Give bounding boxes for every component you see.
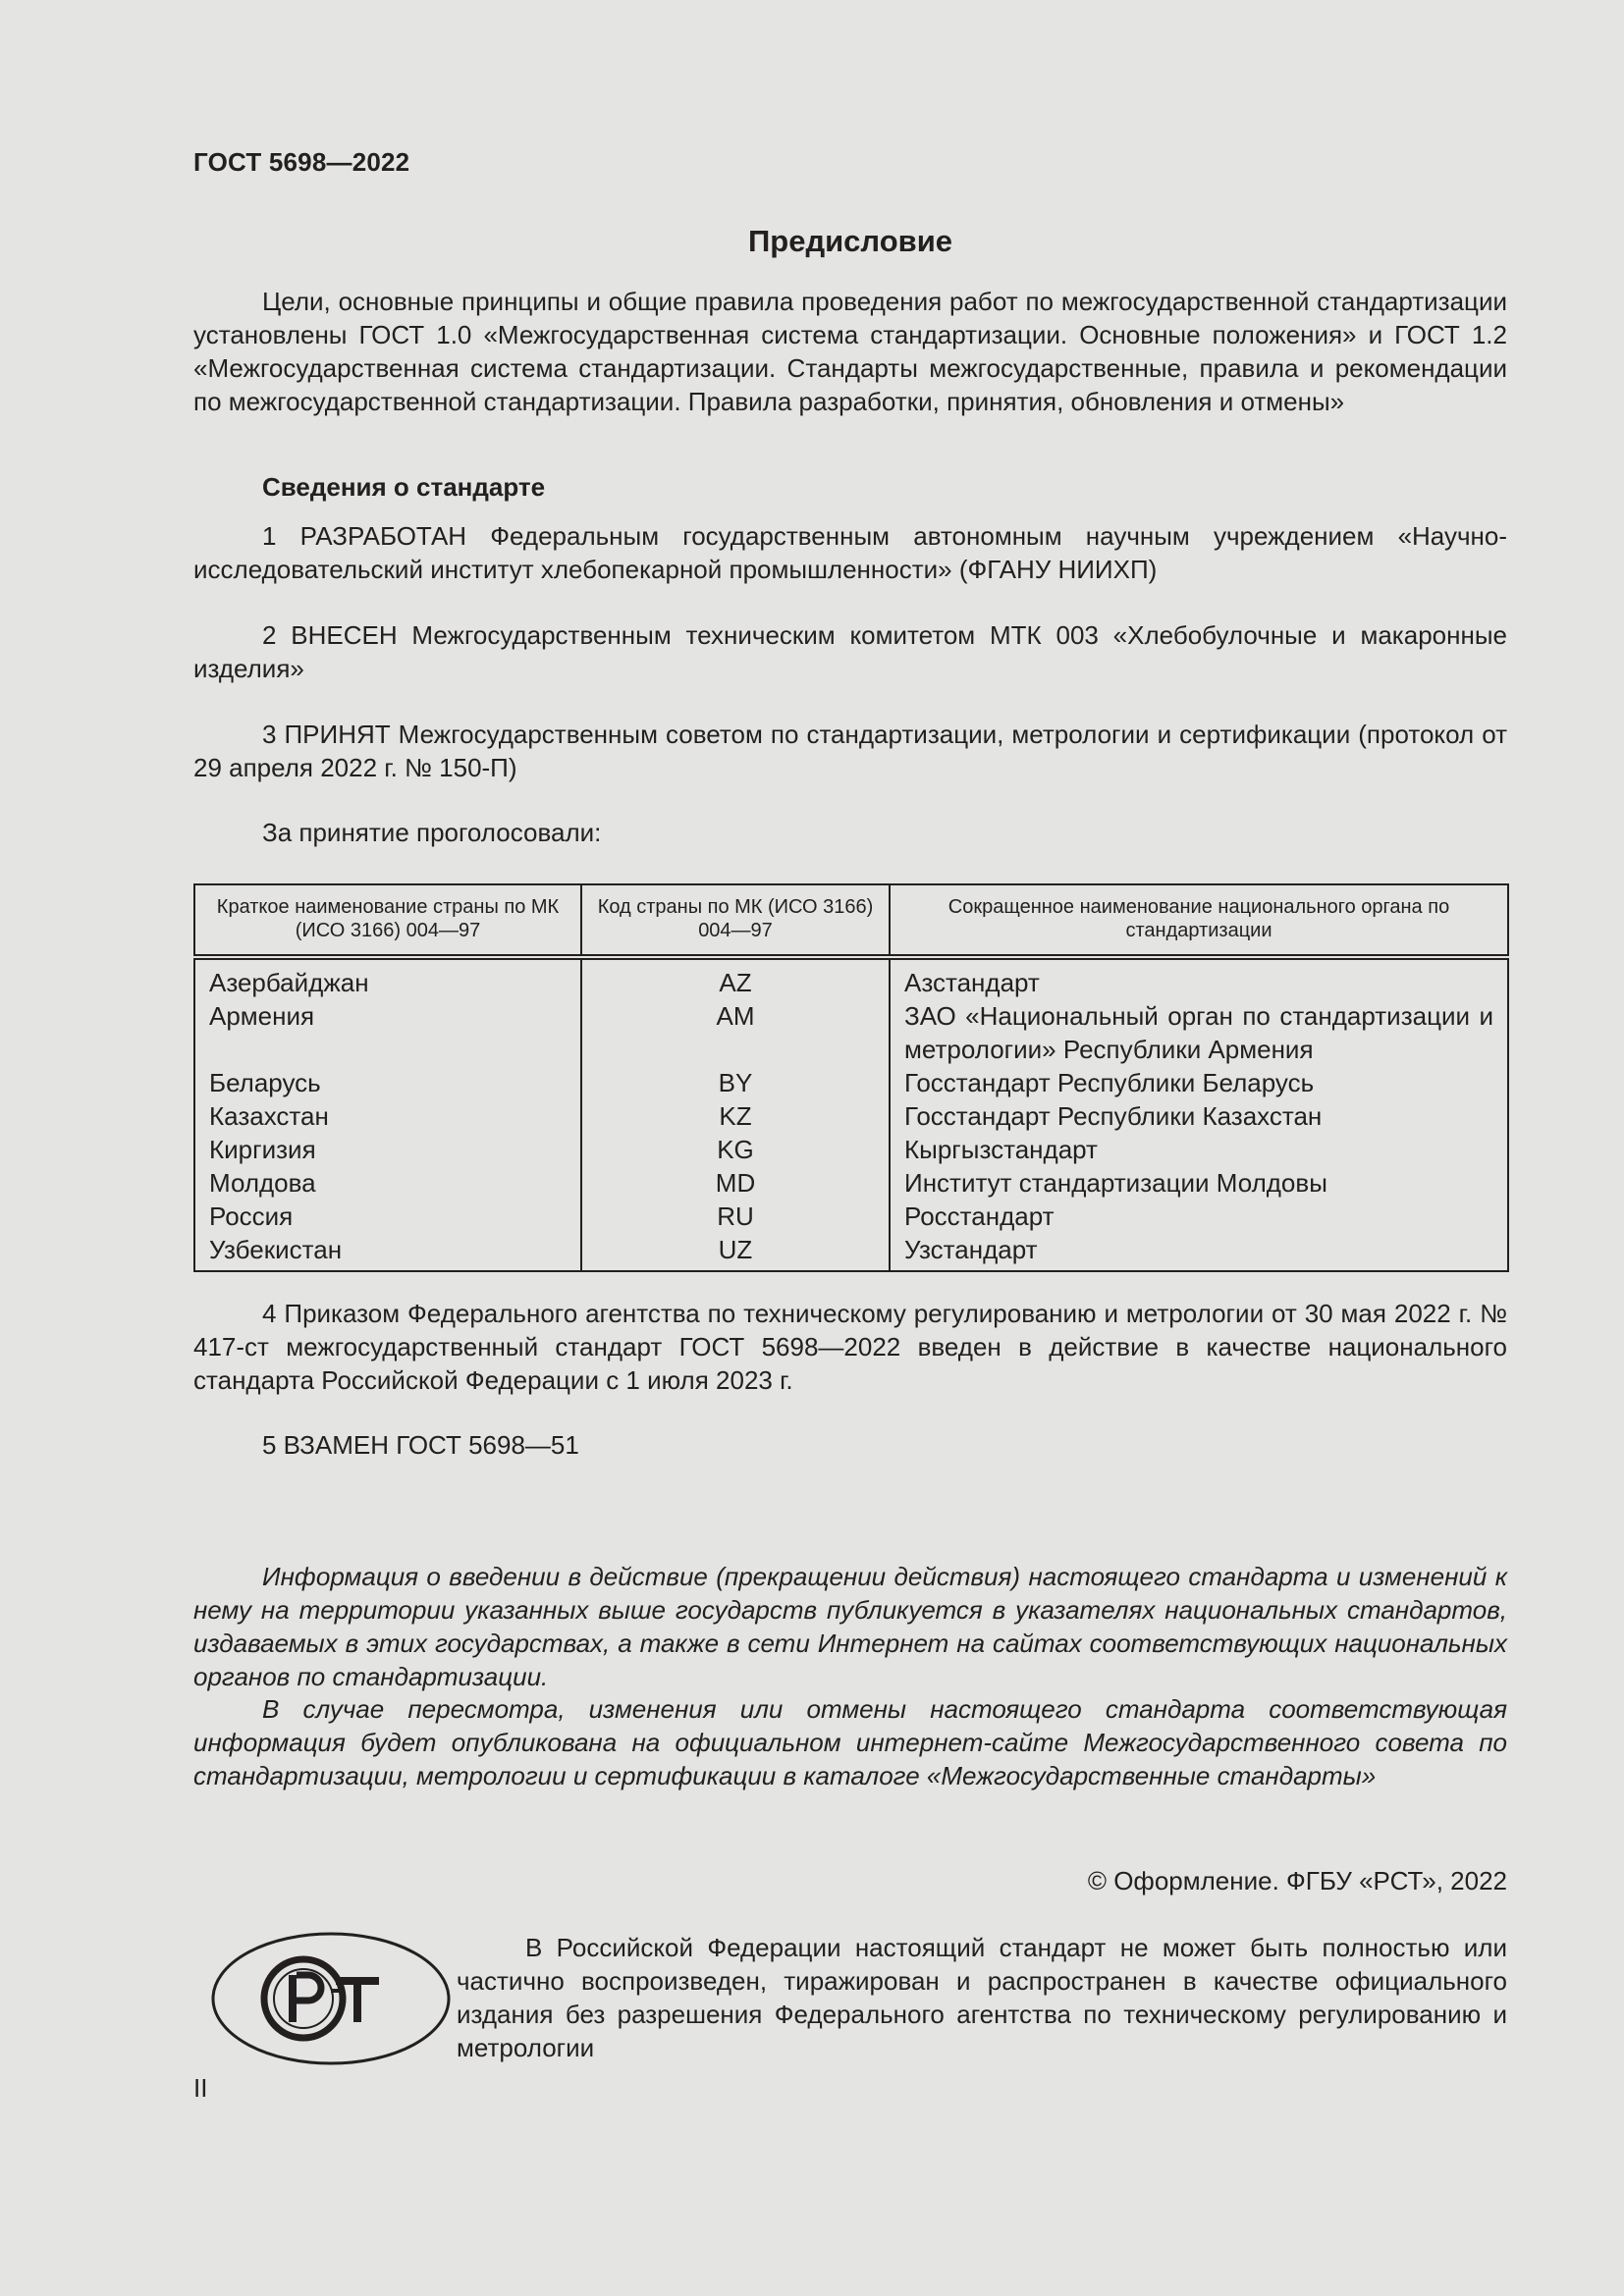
table-row (194, 1133, 1508, 1166)
column-header-code: Код страны по МК (ИСО 3166) 004—97 (581, 884, 890, 957)
body-cell: Кыргызстандарт (890, 1133, 1508, 1166)
body-cell: Институт стандартизации Молдовы (890, 1166, 1508, 1200)
item-2-paragraph: 2 ВНЕСЕН Межгосударственным техническим комитетом МТК 003 «Хлебобулочные и макаронные изделия» (193, 620, 1507, 683)
item-4-paragraph: 4 Приказом Федерального агентства по техническому регулированию и метрологии от 30 мая 2022 г. № 417-ст межгосударственный стандарт ГОСТ 5698—2022 введен в действие в качестве национального стандарта Российской Федерации с 1 июля 2023 г. (193, 1299, 1507, 1395)
code-cell: KG (581, 1133, 890, 1166)
page-number: II (193, 2073, 208, 2103)
country-cell: Азербайджан (194, 957, 581, 999)
column-header-body: Сокращенное наименование национального органа по стандартизации (890, 884, 1508, 957)
table-row (194, 1166, 1508, 1200)
code-cell: BY (581, 1066, 890, 1099)
table-row (194, 999, 1508, 1066)
body-cell: Госстандарт Республики Казахстан (890, 1099, 1508, 1133)
table-row (194, 1200, 1508, 1233)
body-cell: Госстандарт Республики Беларусь (890, 1066, 1508, 1099)
country-cell: Киргизия (194, 1133, 581, 1166)
country-cell: Армения (194, 999, 581, 1066)
code-cell: AM (581, 999, 890, 1066)
document-id: ГОСТ 5698—2022 (193, 147, 410, 177)
item-3-paragraph: 3 ПРИНЯТ Межгосударственным советом по стандартизации, метрологии и сертификации (протокол от 29 апреля 2022 г. № 150-П) (193, 720, 1507, 782)
code-cell: KZ (581, 1099, 890, 1133)
info-heading: Сведения о стандарте (262, 472, 546, 502)
copyright-line: © Оформление. ФГБУ «РСТ», 2022 (1087, 1866, 1507, 1896)
code-cell: RU (581, 1200, 890, 1233)
country-cell: Молдова (194, 1166, 581, 1200)
table-header-row (194, 884, 1508, 957)
item-1-paragraph: 1 РАЗРАБОТАН Федеральным государственным автономным научным учреждением «Научно-исследовательский институт хлебопекарной промышленности» (ФГАНУ НИИХП) (193, 521, 1507, 584)
body-cell: Азстандарт (890, 957, 1508, 999)
item-5-paragraph: 5 ВЗАМЕН ГОСТ 5698—51 (262, 1430, 579, 1460)
member-states-table (193, 883, 1509, 1272)
code-cell: AZ (581, 957, 890, 999)
country-cell: Казахстан (194, 1099, 581, 1133)
intro-paragraph: Цели, основные принципы и общие правила проведения работ по межгосударственной стандартизации установлены ГОСТ 1.0 «Межгосударственная система стандартизации. Основные положения» и ГОСТ 1.2 «Межгосударственная система стандартизации. Стандарты межгосударственные, правила и рекомендации по межгосударственной стандартизации. Правила разработки, принятия, обновления и отмены» (193, 287, 1507, 416)
voted-label: За принятие проголосовали: (262, 818, 602, 847)
column-header-country: Краткое наименование страны по МК (ИСО 3166) 004—97 (194, 884, 581, 957)
publication-info-paragraph: Информация о введении в действие (прекращении действия) настоящего стандарта и изменений к нему на территории указанных выше государств публикуется в указателях национальных стандартов, издаваемых в этих государствах, а также в сети Интернет на сайтах соответствующих национальных органов по стандартизации. (193, 1562, 1507, 1691)
body-cell: Росстандарт (890, 1200, 1508, 1233)
page-title: Предисловие (747, 224, 952, 258)
body-cell: Узстандарт (890, 1233, 1508, 1271)
table-row (194, 1066, 1508, 1099)
country-cell: Узбекистан (194, 1233, 581, 1271)
code-cell: UZ (581, 1233, 890, 1271)
body-cell: ЗАО «Национальный орган по стандартизации и метрологии» Республики Армения (890, 999, 1508, 1066)
revision-info-paragraph: В случае пересмотра, изменения или отмены настоящего стандарта соответствующая информация будет опубликована на официальном интернет-сайте Межгосударственного совета по стандартизации, метрологии и сертификации в каталоге «Межгосударственные стандарты» (193, 1694, 1507, 1790)
code-cell: MD (581, 1166, 890, 1200)
country-cell: Беларусь (194, 1066, 581, 1099)
copyright-notice: В Российской Федерации настоящий стандарт не может быть полностью или частично воспроизведен, тиражирован и распространен в качестве официального издания без разрешения Федерального агентства по техническому регулированию и метрологии (457, 1933, 1507, 2062)
table-row (194, 1099, 1508, 1133)
country-cell: Россия (194, 1200, 581, 1233)
rst-logo (210, 1930, 452, 2067)
table-row (194, 1233, 1508, 1271)
table-row (194, 957, 1508, 999)
